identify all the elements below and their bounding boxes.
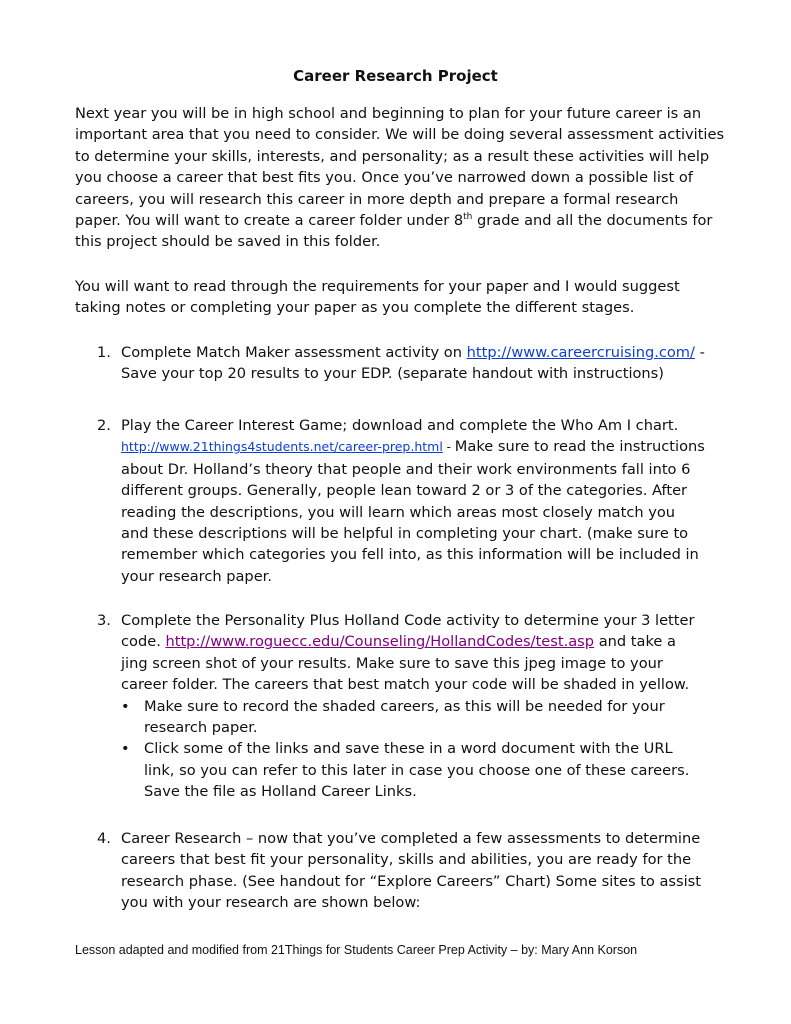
bullet-item: • Make sure to record the shaded careers, as this will be needed for your research paper. [121, 697, 665, 737]
list-number: 1. [97, 344, 111, 361]
holland-codes-link[interactable]: http://www.roguecc.edu/Counseling/HollandCodes/test.asp [165, 633, 595, 651]
list-number: 3. [97, 612, 111, 629]
bullet-item: • Click some of the links and save these in a word document with the URL link, so you can refer to this later in case you choose one of these careers. Save the file as Holland Career Links. [121, 740, 690, 801]
item-text: Complete Match Maker assessment activity on [121, 344, 467, 361]
intro-text: Next year you will be in high school and beginning to plan for your future career is an important area that you need to consider. We will be doing several assessment activities to determine your skills, interests, and personality; as a result these activities will help you choose a career that best fits you. Once you’ve narrowed down a possible list of careers, you will research this career in more depth and prepare a formal research paper. You will want to create a career folder under 8 [75, 105, 725, 230]
intro-text-end: grade and all the documents for this project should be saved in this folder. [75, 212, 713, 251]
list-item-3 [97, 610, 707, 803]
item-text-end: Make sure to read the instructions about Dr. Holland’s theory that people and their work environments fall into 6 different groups. Generally, people lean toward 2 or 3 of the categories. After reading the descriptions, you will learn which areas most closely match you and these descriptions will be helpful in completing your chart. (make sure to remember which categories you fell into, as this information will be included in your research paper. [121, 438, 705, 585]
item-text: Play the Career Interest Game; download and complete the Who Am I chart. [121, 417, 679, 434]
intro-paragraph [75, 103, 725, 253]
page-footer: Lesson adapted and modified from 21Things for Students Career Prep Activity – by: Mary Ann Korson [75, 943, 638, 957]
item-text-end: and take a jing screen shot of your results. Make sure to save this jpeg image to your career folder. The careers that best match your code will be shaded in yellow. [121, 633, 690, 694]
bullet-icon: • [121, 740, 130, 758]
list-number: 2. [97, 417, 111, 434]
bullet-icon: • [121, 697, 130, 715]
careercruising-link[interactable]: http://www.careercruising.com/ [466, 344, 695, 361]
item-text-end: - Save your top 20 results to your EDP. (separate handout with instructions) [121, 344, 705, 383]
list-item-1 [97, 342, 707, 385]
intro-superscript: th [463, 212, 473, 223]
list-item-2 [97, 415, 707, 587]
item-text: Complete the Personality Plus Holland Code activity to determine your 3 letter code. [121, 612, 695, 651]
instructions-paragraph: You will want to read through the requirements for your paper and I would suggest taking notes or completing your paper as you complete the different stages. [75, 278, 680, 317]
bullet-list [97, 696, 707, 803]
item-text: Career Research – now that you’ve completed a few assessments to determine careers that best fit your personality, skills and abilities, you are ready for the research phase. (See handout for “Explore Careers” Chart) Some sites to assist you with your research are shown below: [121, 830, 702, 912]
document-title: Career Research Project [293, 67, 498, 85]
link-separator: - [442, 440, 455, 455]
list-number: 4. [97, 830, 111, 847]
list-item-4 [97, 828, 707, 914]
21things-link[interactable]: http://www.21things4students.net/career-prep.html [121, 439, 443, 455]
